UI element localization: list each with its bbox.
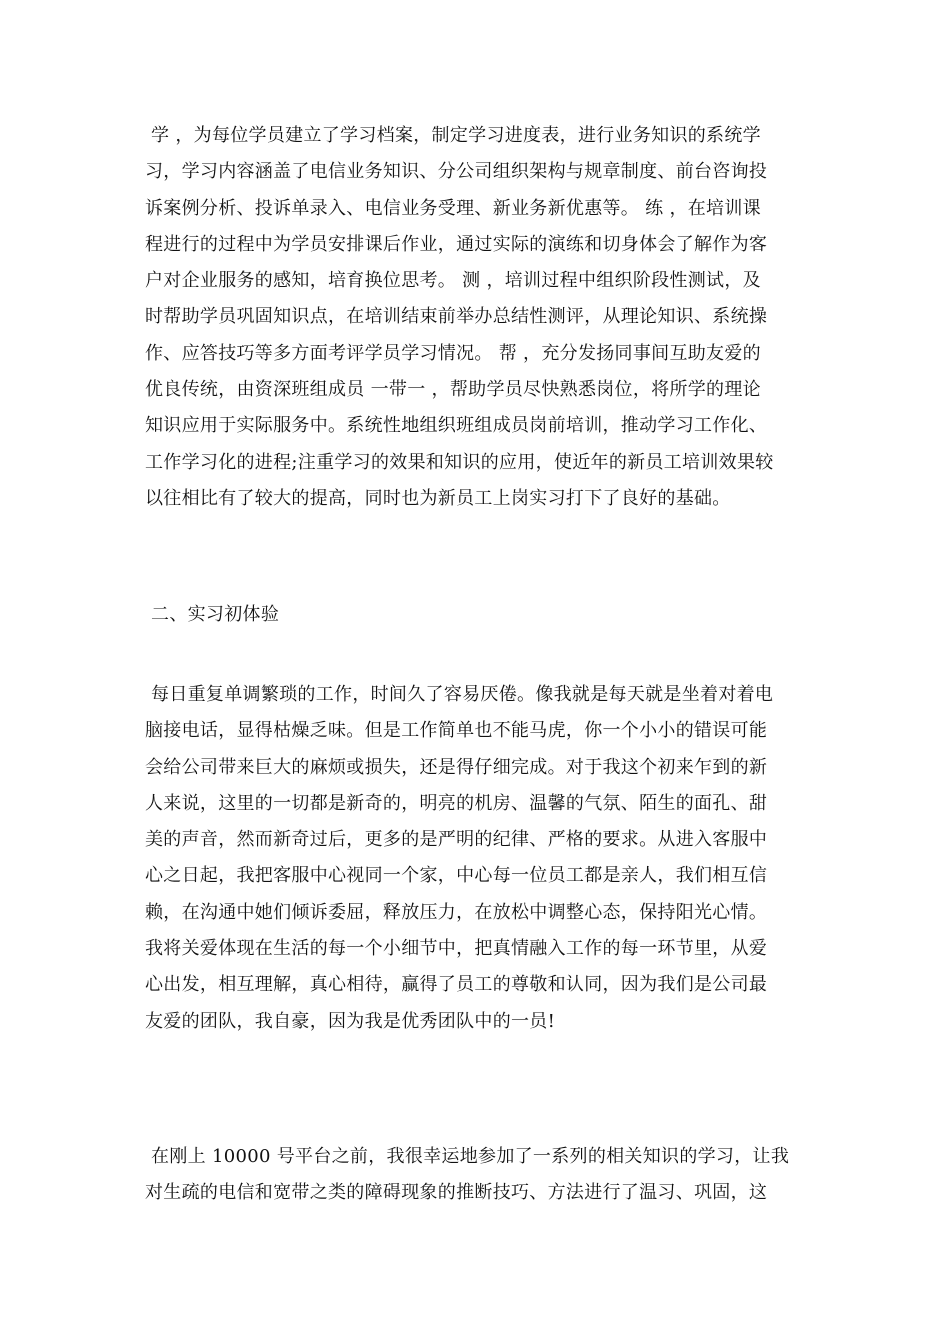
text-line: 对生疏的电信和宽带之类的障碍现象的推断技巧、方法进行了温习、巩固，这	[145, 1182, 768, 1204]
text-line: 优良传统，由资深班组成员 一带一 ，帮助学员尽快熟悉岗位，将所学的理论	[145, 379, 761, 401]
text-line: 作、应答技巧等多方面考评学员学习情况。 帮 ，充分发扬同事间互助友爱的	[145, 342, 761, 364]
text-line: 户对企业服务的感知，培育换位思考。 测 ，培训过程中组织阶段性测试，及	[145, 270, 761, 292]
text-line: 我将关爱体现在生活的每一个小细节中，把真情融入工作的每一环节里，从爱	[145, 938, 768, 960]
text-line: 学 ，为每位学员建立了学习档案，制定学习进度表，进行业务知识的系统学	[145, 125, 761, 146]
paragraph-training-methods	[145, 118, 810, 517]
text-line: 诉案例分析、投诉单录入、电信业务受理、新业务新优惠等。 练 ，在培训课	[145, 197, 761, 219]
text-line: 心之日起，我把客服中心视同一个家，中心每一位员工都是亲人，我们相互信	[145, 865, 768, 887]
text-line: 赖，在沟通中她们倾诉委屈，释放压力，在放松中调整心态，保持阳光心情。	[145, 901, 768, 923]
text-line: 以往相比有了较大的提高，同时也为新员工上岗实习打下了良好的基础。	[145, 487, 731, 509]
text-line: 在刚上 10000 号平台之前，我很幸运地参加了一系列的相关知识的学习，让我	[145, 1146, 790, 1167]
paragraph-internship-experience	[145, 677, 810, 1040]
text-line: 工作学习化的进程;注重学习的效果和知识的应用，使近年的新员工培训效果较	[145, 451, 774, 473]
text-line: 知识应用于实际服务中。系统性地组织班组成员岗前培训，推动学习工作化、	[145, 415, 768, 437]
text-line: 时帮助学员巩固知识点，在培训结束前举办总结性测评，从理论知识、系统操	[145, 306, 768, 328]
text-line: 美的声音，然而新奇过后，更多的是严明的纪律、严格的要求。从进入客服中	[145, 829, 768, 851]
text-line: 友爱的团队，我自豪，因为我是优秀团队中的一员!	[145, 1010, 556, 1032]
text-line: 脑接电话，显得枯燥乏味。但是工作简单也不能马虎，你一个小小的错误可能	[145, 720, 768, 742]
text-line: 每日重复单调繁琐的工作，时间久了容易厌倦。像我就是每天就是坐着对着电	[145, 684, 774, 705]
text-line: 会给公司带来巨大的麻烦或损失，还是得仔细完成。对于我这个初来乍到的新	[145, 756, 768, 778]
text-line: 程进行的过程中为学员安排课后作业，通过实际的演练和切身体会了解作为客	[145, 233, 768, 255]
section-heading	[145, 597, 810, 633]
text-line: 习，学习内容涵盖了电信业务知识、分公司组织架构与规章制度、前台咨询投	[145, 161, 768, 183]
section-heading-text: 二、实习初体验	[145, 604, 280, 625]
text-line: 心出发，相互理解，真心相待，赢得了员工的尊敬和认同，因为我们是公司最	[145, 974, 768, 996]
text-line: 人来说，这里的一切都是新奇的，明亮的机房、温馨的气氛、陌生的面孔、甜	[145, 792, 768, 814]
paragraph-platform-study	[145, 1139, 810, 1212]
